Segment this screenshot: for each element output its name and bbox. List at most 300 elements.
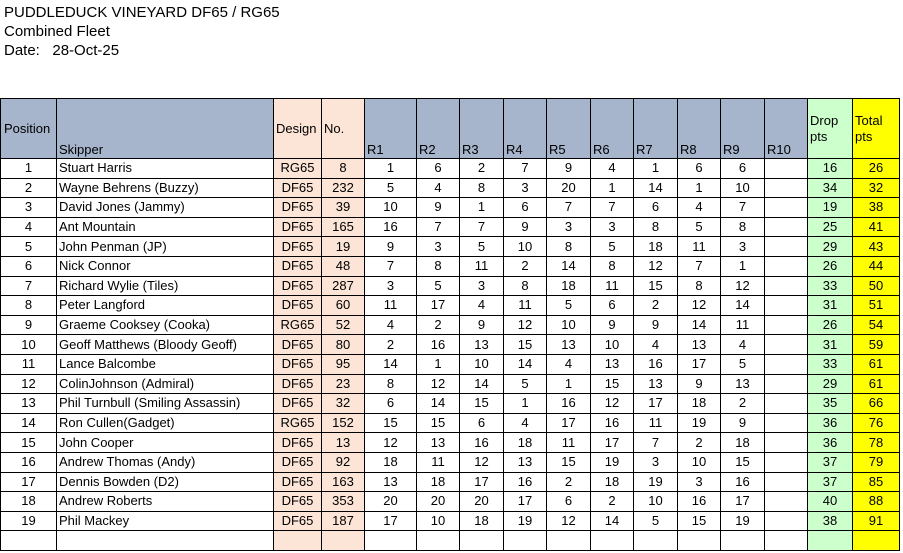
cell-r2[interactable]: 11 [417, 452, 460, 472]
cell-r8[interactable]: 12 [678, 296, 721, 316]
cell-total[interactable]: 88 [853, 492, 900, 512]
cell-r1[interactable]: 8 [365, 374, 417, 394]
empty-cell[interactable] [322, 531, 365, 551]
cell-skipper[interactable]: Ron Cullen(Gadget) [57, 413, 274, 433]
empty-cell[interactable] [547, 531, 591, 551]
cell-r7[interactable]: 6 [634, 198, 678, 218]
cell-total[interactable]: 66 [853, 394, 900, 414]
empty-cell[interactable] [853, 531, 900, 551]
cell-r9[interactable]: 13 [721, 374, 765, 394]
col-header-position[interactable]: Position [1, 99, 57, 159]
cell-r8[interactable]: 18 [678, 394, 721, 414]
cell-r3[interactable]: 2 [460, 159, 504, 179]
cell-r3[interactable]: 16 [460, 433, 504, 453]
empty-cell[interactable] [765, 531, 808, 551]
cell-r6[interactable]: 13 [591, 354, 634, 374]
cell-no[interactable]: 92 [322, 452, 365, 472]
cell-r8[interactable]: 13 [678, 335, 721, 355]
cell-r4[interactable]: 18 [504, 433, 547, 453]
cell-position[interactable]: 17 [1, 472, 57, 492]
cell-r8[interactable]: 5 [678, 217, 721, 237]
cell-position[interactable]: 15 [1, 433, 57, 453]
cell-drop[interactable]: 34 [808, 178, 853, 198]
cell-r8[interactable]: 15 [678, 511, 721, 531]
cell-r6[interactable]: 14 [591, 511, 634, 531]
cell-r3[interactable]: 20 [460, 492, 504, 512]
cell-r3[interactable]: 15 [460, 394, 504, 414]
cell-position[interactable]: 7 [1, 276, 57, 296]
cell-drop[interactable]: 33 [808, 354, 853, 374]
cell-r7[interactable]: 3 [634, 452, 678, 472]
col-header-r3[interactable]: R3 [460, 99, 504, 159]
cell-r5[interactable]: 15 [547, 452, 591, 472]
cell-skipper[interactable]: Wayne Behrens (Buzzy) [57, 178, 274, 198]
cell-r4[interactable]: 2 [504, 256, 547, 276]
cell-r10[interactable] [765, 511, 808, 531]
cell-r8[interactable]: 8 [678, 276, 721, 296]
col-header-skipper[interactable]: Skipper [57, 99, 274, 159]
cell-r5[interactable]: 3 [547, 217, 591, 237]
cell-r7[interactable]: 18 [634, 237, 678, 257]
cell-r2[interactable]: 18 [417, 472, 460, 492]
cell-r4[interactable]: 11 [504, 296, 547, 316]
cell-r7[interactable]: 9 [634, 315, 678, 335]
cell-design[interactable]: RG65 [274, 315, 322, 335]
cell-r9[interactable]: 10 [721, 178, 765, 198]
cell-r1[interactable]: 6 [365, 394, 417, 414]
cell-no[interactable]: 232 [322, 178, 365, 198]
cell-r10[interactable] [765, 296, 808, 316]
cell-total[interactable]: 61 [853, 354, 900, 374]
cell-r4[interactable]: 6 [504, 198, 547, 218]
cell-r8[interactable]: 19 [678, 413, 721, 433]
cell-r8[interactable]: 2 [678, 433, 721, 453]
cell-r6[interactable]: 16 [591, 413, 634, 433]
cell-position[interactable]: 10 [1, 335, 57, 355]
cell-r8[interactable]: 16 [678, 492, 721, 512]
cell-r10[interactable] [765, 452, 808, 472]
cell-skipper[interactable]: Nick Connor [57, 256, 274, 276]
cell-r7[interactable]: 2 [634, 296, 678, 316]
cell-r9[interactable]: 9 [721, 413, 765, 433]
cell-r4[interactable]: 10 [504, 237, 547, 257]
cell-r6[interactable]: 5 [591, 237, 634, 257]
empty-cell[interactable] [808, 531, 853, 551]
cell-design[interactable]: DF65 [274, 354, 322, 374]
cell-r6[interactable]: 4 [591, 159, 634, 179]
cell-r7[interactable]: 4 [634, 335, 678, 355]
cell-drop[interactable]: 36 [808, 433, 853, 453]
cell-drop[interactable]: 16 [808, 159, 853, 179]
cell-skipper[interactable]: Ant Mountain [57, 217, 274, 237]
cell-position[interactable]: 5 [1, 237, 57, 257]
cell-position[interactable]: 11 [1, 354, 57, 374]
cell-r3[interactable]: 3 [460, 276, 504, 296]
cell-drop[interactable]: 37 [808, 472, 853, 492]
cell-total[interactable]: 59 [853, 335, 900, 355]
cell-r8[interactable]: 10 [678, 452, 721, 472]
cell-position[interactable]: 3 [1, 198, 57, 218]
cell-design[interactable]: DF65 [274, 433, 322, 453]
cell-no[interactable]: 32 [322, 394, 365, 414]
cell-r5[interactable]: 11 [547, 433, 591, 453]
cell-r2[interactable]: 20 [417, 492, 460, 512]
cell-r1[interactable]: 15 [365, 413, 417, 433]
cell-total[interactable]: 78 [853, 433, 900, 453]
cell-total[interactable]: 91 [853, 511, 900, 531]
cell-r4[interactable]: 7 [504, 159, 547, 179]
cell-no[interactable]: 165 [322, 217, 365, 237]
cell-r7[interactable]: 19 [634, 472, 678, 492]
empty-cell[interactable] [678, 531, 721, 551]
cell-design[interactable]: DF65 [274, 198, 322, 218]
cell-r3[interactable]: 11 [460, 256, 504, 276]
cell-r7[interactable]: 16 [634, 354, 678, 374]
cell-r3[interactable]: 1 [460, 198, 504, 218]
cell-design[interactable]: DF65 [274, 335, 322, 355]
cell-r9[interactable]: 5 [721, 354, 765, 374]
cell-drop[interactable]: 37 [808, 452, 853, 472]
cell-r4[interactable]: 12 [504, 315, 547, 335]
cell-skipper[interactable]: Dennis Bowden (D2) [57, 472, 274, 492]
cell-skipper[interactable]: David Jones (Jammy) [57, 198, 274, 218]
cell-r9[interactable]: 18 [721, 433, 765, 453]
cell-design[interactable]: DF65 [274, 256, 322, 276]
cell-r7[interactable]: 14 [634, 178, 678, 198]
cell-design[interactable]: RG65 [274, 159, 322, 179]
cell-design[interactable]: DF65 [274, 472, 322, 492]
cell-r5[interactable]: 12 [547, 511, 591, 531]
cell-position[interactable]: 14 [1, 413, 57, 433]
cell-r8[interactable]: 17 [678, 354, 721, 374]
col-header-no[interactable]: No. [322, 99, 365, 159]
cell-total[interactable]: 54 [853, 315, 900, 335]
cell-total[interactable]: 26 [853, 159, 900, 179]
cell-drop[interactable]: 29 [808, 374, 853, 394]
cell-r6[interactable]: 2 [591, 492, 634, 512]
cell-r9[interactable]: 15 [721, 452, 765, 472]
col-header-r6[interactable]: R6 [591, 99, 634, 159]
cell-no[interactable]: 13 [322, 433, 365, 453]
empty-cell[interactable] [57, 531, 274, 551]
cell-r8[interactable]: 9 [678, 374, 721, 394]
cell-r6[interactable]: 12 [591, 394, 634, 414]
cell-no[interactable]: 287 [322, 276, 365, 296]
cell-r4[interactable]: 5 [504, 374, 547, 394]
cell-r6[interactable]: 9 [591, 315, 634, 335]
cell-r1[interactable]: 10 [365, 198, 417, 218]
cell-r3[interactable]: 12 [460, 452, 504, 472]
cell-r5[interactable]: 8 [547, 237, 591, 257]
col-header-r4[interactable]: R4 [504, 99, 547, 159]
cell-design[interactable]: DF65 [274, 492, 322, 512]
cell-r1[interactable]: 9 [365, 237, 417, 257]
col-header-design[interactable]: Design [274, 99, 322, 159]
cell-total[interactable]: 43 [853, 237, 900, 257]
cell-r3[interactable]: 18 [460, 511, 504, 531]
cell-r6[interactable]: 8 [591, 256, 634, 276]
cell-r5[interactable]: 1 [547, 374, 591, 394]
cell-r10[interactable] [765, 217, 808, 237]
cell-skipper[interactable]: Lance Balcombe [57, 354, 274, 374]
cell-position[interactable]: 16 [1, 452, 57, 472]
cell-r2[interactable]: 14 [417, 394, 460, 414]
cell-no[interactable]: 163 [322, 472, 365, 492]
cell-r10[interactable] [765, 433, 808, 453]
cell-design[interactable]: DF65 [274, 296, 322, 316]
cell-r5[interactable]: 13 [547, 335, 591, 355]
cell-position[interactable]: 19 [1, 511, 57, 531]
cell-r1[interactable]: 3 [365, 276, 417, 296]
cell-r10[interactable] [765, 256, 808, 276]
cell-r10[interactable] [765, 159, 808, 179]
cell-skipper[interactable]: Graeme Cooksey (Cooka) [57, 315, 274, 335]
cell-r9[interactable]: 14 [721, 296, 765, 316]
cell-drop[interactable]: 31 [808, 335, 853, 355]
cell-drop[interactable]: 26 [808, 315, 853, 335]
cell-r10[interactable] [765, 335, 808, 355]
cell-r4[interactable]: 13 [504, 452, 547, 472]
cell-design[interactable]: DF65 [274, 374, 322, 394]
cell-design[interactable]: DF65 [274, 276, 322, 296]
cell-r1[interactable]: 11 [365, 296, 417, 316]
cell-drop[interactable]: 38 [808, 511, 853, 531]
cell-skipper[interactable]: ColinJohnson (Admiral) [57, 374, 274, 394]
cell-r3[interactable]: 8 [460, 178, 504, 198]
cell-drop[interactable]: 31 [808, 296, 853, 316]
empty-cell[interactable] [634, 531, 678, 551]
col-header-r2[interactable]: R2 [417, 99, 460, 159]
cell-r10[interactable] [765, 354, 808, 374]
cell-total[interactable]: 85 [853, 472, 900, 492]
cell-r4[interactable]: 17 [504, 492, 547, 512]
cell-total[interactable]: 44 [853, 256, 900, 276]
cell-total[interactable]: 41 [853, 217, 900, 237]
cell-r1[interactable]: 18 [365, 452, 417, 472]
cell-r1[interactable]: 4 [365, 315, 417, 335]
col-header-drop[interactable]: Drop pts [808, 99, 853, 159]
cell-r7[interactable]: 7 [634, 433, 678, 453]
cell-r7[interactable]: 8 [634, 217, 678, 237]
cell-r5[interactable]: 5 [547, 296, 591, 316]
cell-r3[interactable]: 17 [460, 472, 504, 492]
empty-cell[interactable] [591, 531, 634, 551]
cell-r6[interactable]: 6 [591, 296, 634, 316]
cell-drop[interactable]: 33 [808, 276, 853, 296]
cell-r9[interactable]: 6 [721, 159, 765, 179]
cell-no[interactable]: 60 [322, 296, 365, 316]
cell-r2[interactable]: 2 [417, 315, 460, 335]
cell-skipper[interactable]: John Penman (JP) [57, 237, 274, 257]
cell-r6[interactable]: 10 [591, 335, 634, 355]
cell-r8[interactable]: 4 [678, 198, 721, 218]
cell-r2[interactable]: 8 [417, 256, 460, 276]
cell-r4[interactable]: 8 [504, 276, 547, 296]
cell-r2[interactable]: 16 [417, 335, 460, 355]
cell-r3[interactable]: 7 [460, 217, 504, 237]
cell-r10[interactable] [765, 413, 808, 433]
cell-r4[interactable]: 4 [504, 413, 547, 433]
col-header-r1[interactable]: R1 [365, 99, 417, 159]
cell-r1[interactable]: 14 [365, 354, 417, 374]
cell-drop[interactable]: 25 [808, 217, 853, 237]
cell-r9[interactable]: 2 [721, 394, 765, 414]
cell-total[interactable]: 76 [853, 413, 900, 433]
cell-no[interactable]: 19 [322, 237, 365, 257]
cell-position[interactable]: 8 [1, 296, 57, 316]
cell-r5[interactable]: 4 [547, 354, 591, 374]
cell-r6[interactable]: 7 [591, 198, 634, 218]
cell-r1[interactable]: 17 [365, 511, 417, 531]
cell-skipper[interactable]: Andrew Roberts [57, 492, 274, 512]
cell-design[interactable]: DF65 [274, 217, 322, 237]
empty-cell[interactable] [721, 531, 765, 551]
cell-r2[interactable]: 10 [417, 511, 460, 531]
cell-r5[interactable]: 20 [547, 178, 591, 198]
cell-r8[interactable]: 6 [678, 159, 721, 179]
cell-r5[interactable]: 16 [547, 394, 591, 414]
cell-r4[interactable]: 9 [504, 217, 547, 237]
col-header-r10[interactable]: R10 [765, 99, 808, 159]
cell-r6[interactable]: 15 [591, 374, 634, 394]
cell-r6[interactable]: 1 [591, 178, 634, 198]
cell-skipper[interactable]: Phil Turnbull (Smiling Assassin) [57, 394, 274, 414]
cell-r2[interactable]: 17 [417, 296, 460, 316]
cell-r3[interactable]: 14 [460, 374, 504, 394]
cell-r9[interactable]: 19 [721, 511, 765, 531]
cell-r9[interactable]: 12 [721, 276, 765, 296]
cell-r5[interactable]: 6 [547, 492, 591, 512]
cell-position[interactable]: 9 [1, 315, 57, 335]
cell-design[interactable]: DF65 [274, 178, 322, 198]
cell-r9[interactable]: 16 [721, 472, 765, 492]
cell-r1[interactable]: 13 [365, 472, 417, 492]
cell-r2[interactable]: 4 [417, 178, 460, 198]
cell-no[interactable]: 52 [322, 315, 365, 335]
cell-r8[interactable]: 3 [678, 472, 721, 492]
cell-r7[interactable]: 13 [634, 374, 678, 394]
cell-r7[interactable]: 1 [634, 159, 678, 179]
cell-drop[interactable]: 40 [808, 492, 853, 512]
cell-r1[interactable]: 5 [365, 178, 417, 198]
cell-position[interactable]: 1 [1, 159, 57, 179]
cell-no[interactable]: 187 [322, 511, 365, 531]
cell-r5[interactable]: 14 [547, 256, 591, 276]
cell-r4[interactable]: 3 [504, 178, 547, 198]
cell-r7[interactable]: 15 [634, 276, 678, 296]
cell-r4[interactable]: 16 [504, 472, 547, 492]
cell-total[interactable]: 38 [853, 198, 900, 218]
col-header-r7[interactable]: R7 [634, 99, 678, 159]
cell-r10[interactable] [765, 472, 808, 492]
cell-r10[interactable] [765, 237, 808, 257]
cell-r6[interactable]: 19 [591, 452, 634, 472]
cell-r1[interactable]: 20 [365, 492, 417, 512]
col-header-total[interactable]: Total pts [853, 99, 900, 159]
cell-skipper[interactable]: Richard Wylie (Tiles) [57, 276, 274, 296]
empty-cell[interactable] [460, 531, 504, 551]
cell-r10[interactable] [765, 374, 808, 394]
cell-r7[interactable]: 17 [634, 394, 678, 414]
cell-r9[interactable]: 3 [721, 237, 765, 257]
cell-r10[interactable] [765, 178, 808, 198]
cell-position[interactable]: 6 [1, 256, 57, 276]
cell-r5[interactable]: 7 [547, 198, 591, 218]
cell-skipper[interactable]: Geoff Matthews (Bloody Geoff) [57, 335, 274, 355]
cell-skipper[interactable]: Andrew Thomas (Andy) [57, 452, 274, 472]
cell-r6[interactable]: 11 [591, 276, 634, 296]
cell-r7[interactable]: 10 [634, 492, 678, 512]
cell-r2[interactable]: 13 [417, 433, 460, 453]
cell-no[interactable]: 39 [322, 198, 365, 218]
cell-position[interactable]: 13 [1, 394, 57, 414]
cell-r2[interactable]: 1 [417, 354, 460, 374]
empty-cell[interactable] [504, 531, 547, 551]
cell-r5[interactable]: 18 [547, 276, 591, 296]
cell-r9[interactable]: 4 [721, 335, 765, 355]
cell-r2[interactable]: 7 [417, 217, 460, 237]
cell-r4[interactable]: 15 [504, 335, 547, 355]
cell-position[interactable]: 12 [1, 374, 57, 394]
cell-r9[interactable]: 7 [721, 198, 765, 218]
cell-r6[interactable]: 17 [591, 433, 634, 453]
cell-r5[interactable]: 9 [547, 159, 591, 179]
cell-r9[interactable]: 11 [721, 315, 765, 335]
cell-no[interactable]: 80 [322, 335, 365, 355]
cell-r2[interactable]: 12 [417, 374, 460, 394]
empty-cell[interactable] [417, 531, 460, 551]
cell-skipper[interactable]: Phil Mackey [57, 511, 274, 531]
cell-r2[interactable]: 6 [417, 159, 460, 179]
cell-total[interactable]: 32 [853, 178, 900, 198]
cell-r4[interactable]: 14 [504, 354, 547, 374]
cell-r7[interactable]: 12 [634, 256, 678, 276]
empty-cell[interactable] [365, 531, 417, 551]
cell-skipper[interactable]: Peter Langford [57, 296, 274, 316]
cell-r7[interactable]: 5 [634, 511, 678, 531]
cell-r8[interactable]: 14 [678, 315, 721, 335]
empty-cell[interactable] [1, 531, 57, 551]
cell-design[interactable]: DF65 [274, 237, 322, 257]
col-header-r9[interactable]: R9 [721, 99, 765, 159]
cell-r2[interactable]: 3 [417, 237, 460, 257]
cell-r5[interactable]: 2 [547, 472, 591, 492]
cell-total[interactable]: 51 [853, 296, 900, 316]
cell-r3[interactable]: 13 [460, 335, 504, 355]
cell-position[interactable]: 2 [1, 178, 57, 198]
cell-r7[interactable]: 11 [634, 413, 678, 433]
cell-no[interactable]: 23 [322, 374, 365, 394]
cell-drop[interactable]: 19 [808, 198, 853, 218]
cell-drop[interactable]: 35 [808, 394, 853, 414]
cell-r1[interactable]: 12 [365, 433, 417, 453]
cell-r3[interactable]: 4 [460, 296, 504, 316]
cell-r4[interactable]: 19 [504, 511, 547, 531]
col-header-r8[interactable]: R8 [678, 99, 721, 159]
cell-no[interactable]: 95 [322, 354, 365, 374]
cell-position[interactable]: 4 [1, 217, 57, 237]
cell-r1[interactable]: 16 [365, 217, 417, 237]
cell-design[interactable]: DF65 [274, 452, 322, 472]
cell-r8[interactable]: 1 [678, 178, 721, 198]
cell-design[interactable]: DF65 [274, 511, 322, 531]
cell-no[interactable]: 8 [322, 159, 365, 179]
cell-r2[interactable]: 9 [417, 198, 460, 218]
cell-r9[interactable]: 1 [721, 256, 765, 276]
cell-r10[interactable] [765, 492, 808, 512]
cell-r6[interactable]: 3 [591, 217, 634, 237]
cell-r1[interactable]: 1 [365, 159, 417, 179]
